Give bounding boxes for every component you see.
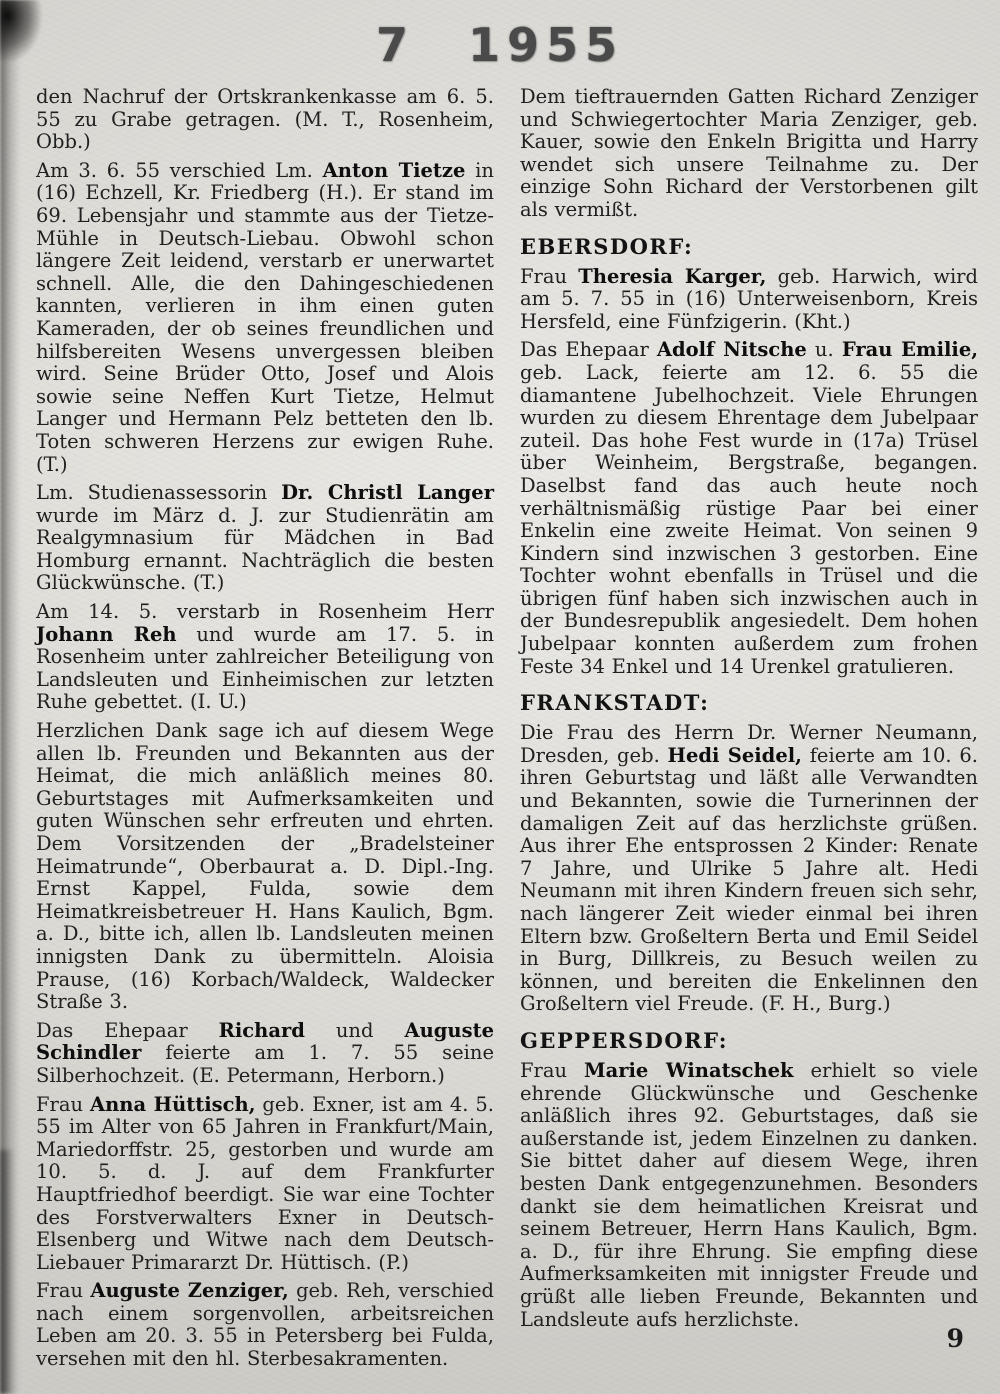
page-header: [376, 18, 625, 72]
left-column: [36, 86, 494, 1377]
text-columns: [36, 86, 978, 1377]
notice-paragraph: Das Ehepaar Adolf Nitsche u. Frau Emilie, geb. Lack, feierte am 12. 6. 55 die diamantene Jubelhochzeit. Viele Ehrungen wurden zu diesem Ehrentage dem Jubelpaar zuteil. Das hohe Fest wurde in (17a) Trüsel über Weinheim, Bergstraße, begangen. Daselbst fand das auch heute noch verhältnismäßig rüstige Paar bei einer Enkelin eine zweite Heimat. Von seinen 9 Kindern sind inzwischen 3 gestorben. Eine Tochter wohnt ebenfalls in Trüsel und die übrigen fünf haben sich inzwischen auch in der Bundesrepublik angesiedelt. Dem hohen Jubelpaar konnten außerdem zum frohen Feste 34 Enkel und 14 Urenkel gratulieren.: [520, 338, 979, 678]
right-column: [520, 86, 978, 1377]
scan-edge-smudge: [0, 1150, 14, 1394]
notice-paragraph: Die Frau des Herrn Dr. Werner Neumann, Dresden, geb. Hedi Seidel, feierte am 10. 6. ihren Geburtstag und läßt alle Verwandten und Bekannten, sowie die Turnerinnen der damaligen Zeit auf das herzlichste grüßen. Aus ihrer Ehe entsprossen 2 Kinder: Renate 7 Jahre, und Ulrike 5 Jahre alt. Hedi Neumann mit ihren Kindern freuen sich sehr, nach längerer Zeit wieder einmal bei ihren Eltern bzw. Großeltern Berta und Emil Seidel in Burg, Dillkreis, zu Besuch weilen zu können, und bereiten die Enkelinnen den Großeltern viel Freude. (F. H., Burg.): [520, 721, 978, 1016]
notice-paragraph: Am 3. 6. 55 verschied Lm. Anton Tietze in (16) Echzell, Kr. Friedberg (H.). Er stand im 69. Lebensjahr und stammte aus der Tietze-Mühle in Deutsch-Liebau. Obwohl schon längere Zeit leidend, verstarb er unerwartet schnell. Alle, die den Dahingeschiedenen kannten, verlieren in ihm einen guten Kameraden, der ob seines freundlichen und hilfsbereiten Wesens unvergessen bleiben wird. Seine Brüder Otto, Josef und Alois sowie seine Neffen Kurt Tietze, Helmut Langer und Hermann Pelz betteten den lb. Toten schweren Herzens zur ewigen Ruhe. (T.): [36, 158, 494, 476]
notice-paragraph: Frau Marie Winatschek erhielt so viele ehrende Glückwünsche und Geschenke anläßlich ihres 92. Geburtstages, daß sie außerstande ist, jedem Einzelnen zu danken. Sie bittet daher auf diesem Wege, ihren besten Dank entgegenzunehmen. Besonders dankt sie dem heimatlichen Kreisrat und seinem Betreuer, Herrn Hans Kaulich, Bgm. a. D., für ihre Ehrung. Sie empfing diese Aufmerksamkeiten mit innigster Freude und grüßt alle lieben Freunde, Bekannten und Landsleute aufs herzlichste.: [520, 1058, 978, 1331]
section-heading: FRANKSTADT:: [520, 690, 710, 716]
notice-paragraph: Frau Theresia Karger, geb. Harwich, wird am 5. 7. 55 in (16) Unterweisenborn, Kreis Hersfeld, eine Fünfzigerin. (Kht.): [520, 264, 978, 333]
notice-paragraph: Das Ehepaar Richard und Auguste Schindler feierte am 1. 7. 55 seine Silberhochzeit. (E. Petermann, Herborn.): [36, 1018, 494, 1087]
notice-paragraph: den Nachruf der Ortskrankenkasse am 6. 5. 55 zu Grabe getragen. (M. T., Rosenheim, Obb.): [36, 85, 494, 154]
notice-paragraph: Herzlichen Dank sage ich auf diesem Wege allen lb. Freunden und Bekannten aus der Heimat, die mich anläßlich meines 80. Geburtstages mit Aufmerksamkeiten und guten Wünschen sehr erfreuten und ehrten. Dem Vorsitzenden der „Bradelsteiner Heimatrunde“, Oberbaurat a. D. Dipl.-Ing. Ernst Kappel, Fulda, sowie dem Heimatkreisbetreuer H. Hans Kaulich, Bgm. a. D., bitte ich, allen lb. Landsleuten meinen innigsten Dank zu übermitteln. Aloisia Prause, (16) Korbach/Waldeck, Waldecker Straße 3.: [36, 719, 494, 1014]
scan-corner-mark: [0, 0, 42, 62]
notice-paragraph: Am 14. 5. verstarb in Rosenheim Herr Johann Reh und wurde am 17. 5. in Rosenheim unter zahlreicher Beteiligung von Landsleuten und Einheimischen zur letzten Ruhe gebettet. (I. U.): [36, 600, 495, 714]
year: 1955: [468, 18, 625, 72]
notice-paragraph: Dem tieftrauernden Gatten Richard Zenziger und Schwiegertochter Maria Zenziger, geb. Kauer, sowie den Enkeln Brigitta und Harry wendet sich unsere Teilnahme zu. Der einzige Sohn Richard der Verstorbenen gilt als vermißt.: [520, 85, 978, 221]
section-heading: EBERSDORF:: [520, 233, 694, 259]
section-heading: GEPPERSDORF:: [520, 1027, 729, 1053]
page-number: 9: [946, 1324, 964, 1353]
notice-paragraph: Lm. Studienassessorin Dr. Christl Langer wurde im März d. J. zur Studienrätin am Realgymnasium für Mädchen in Bad Homburg ernannt. Nachträglich die besten Glückwünsche. (T.): [36, 481, 494, 595]
notice-paragraph: Frau Auguste Zenziger, geb. Reh, verschied nach einem sorgenvollen, arbeitsreichen Leben am 20. 3. 55 in Petersberg bei Fulda, versehen mit den hl. Sterbesakramenten.: [36, 1279, 494, 1371]
notice-paragraph: Frau Anna Hüttisch, geb. Exner, ist am 4. 5. 55 im Alter von 65 Jahren in Frankfurt/Main, Mariedorffstr. 25, gestorben und wurde am 10. 5. d. J. auf dem Frankfurter Hauptfriedhof beerdigt. Sie war eine Tochter des Forstverwalters Exner in Deutsch-Elsenberg und Witwe nach dem Deutsch-Liebauer Primararzt Dr. Hüttisch. (P.): [36, 1092, 494, 1274]
issue-number: 7: [376, 18, 409, 72]
